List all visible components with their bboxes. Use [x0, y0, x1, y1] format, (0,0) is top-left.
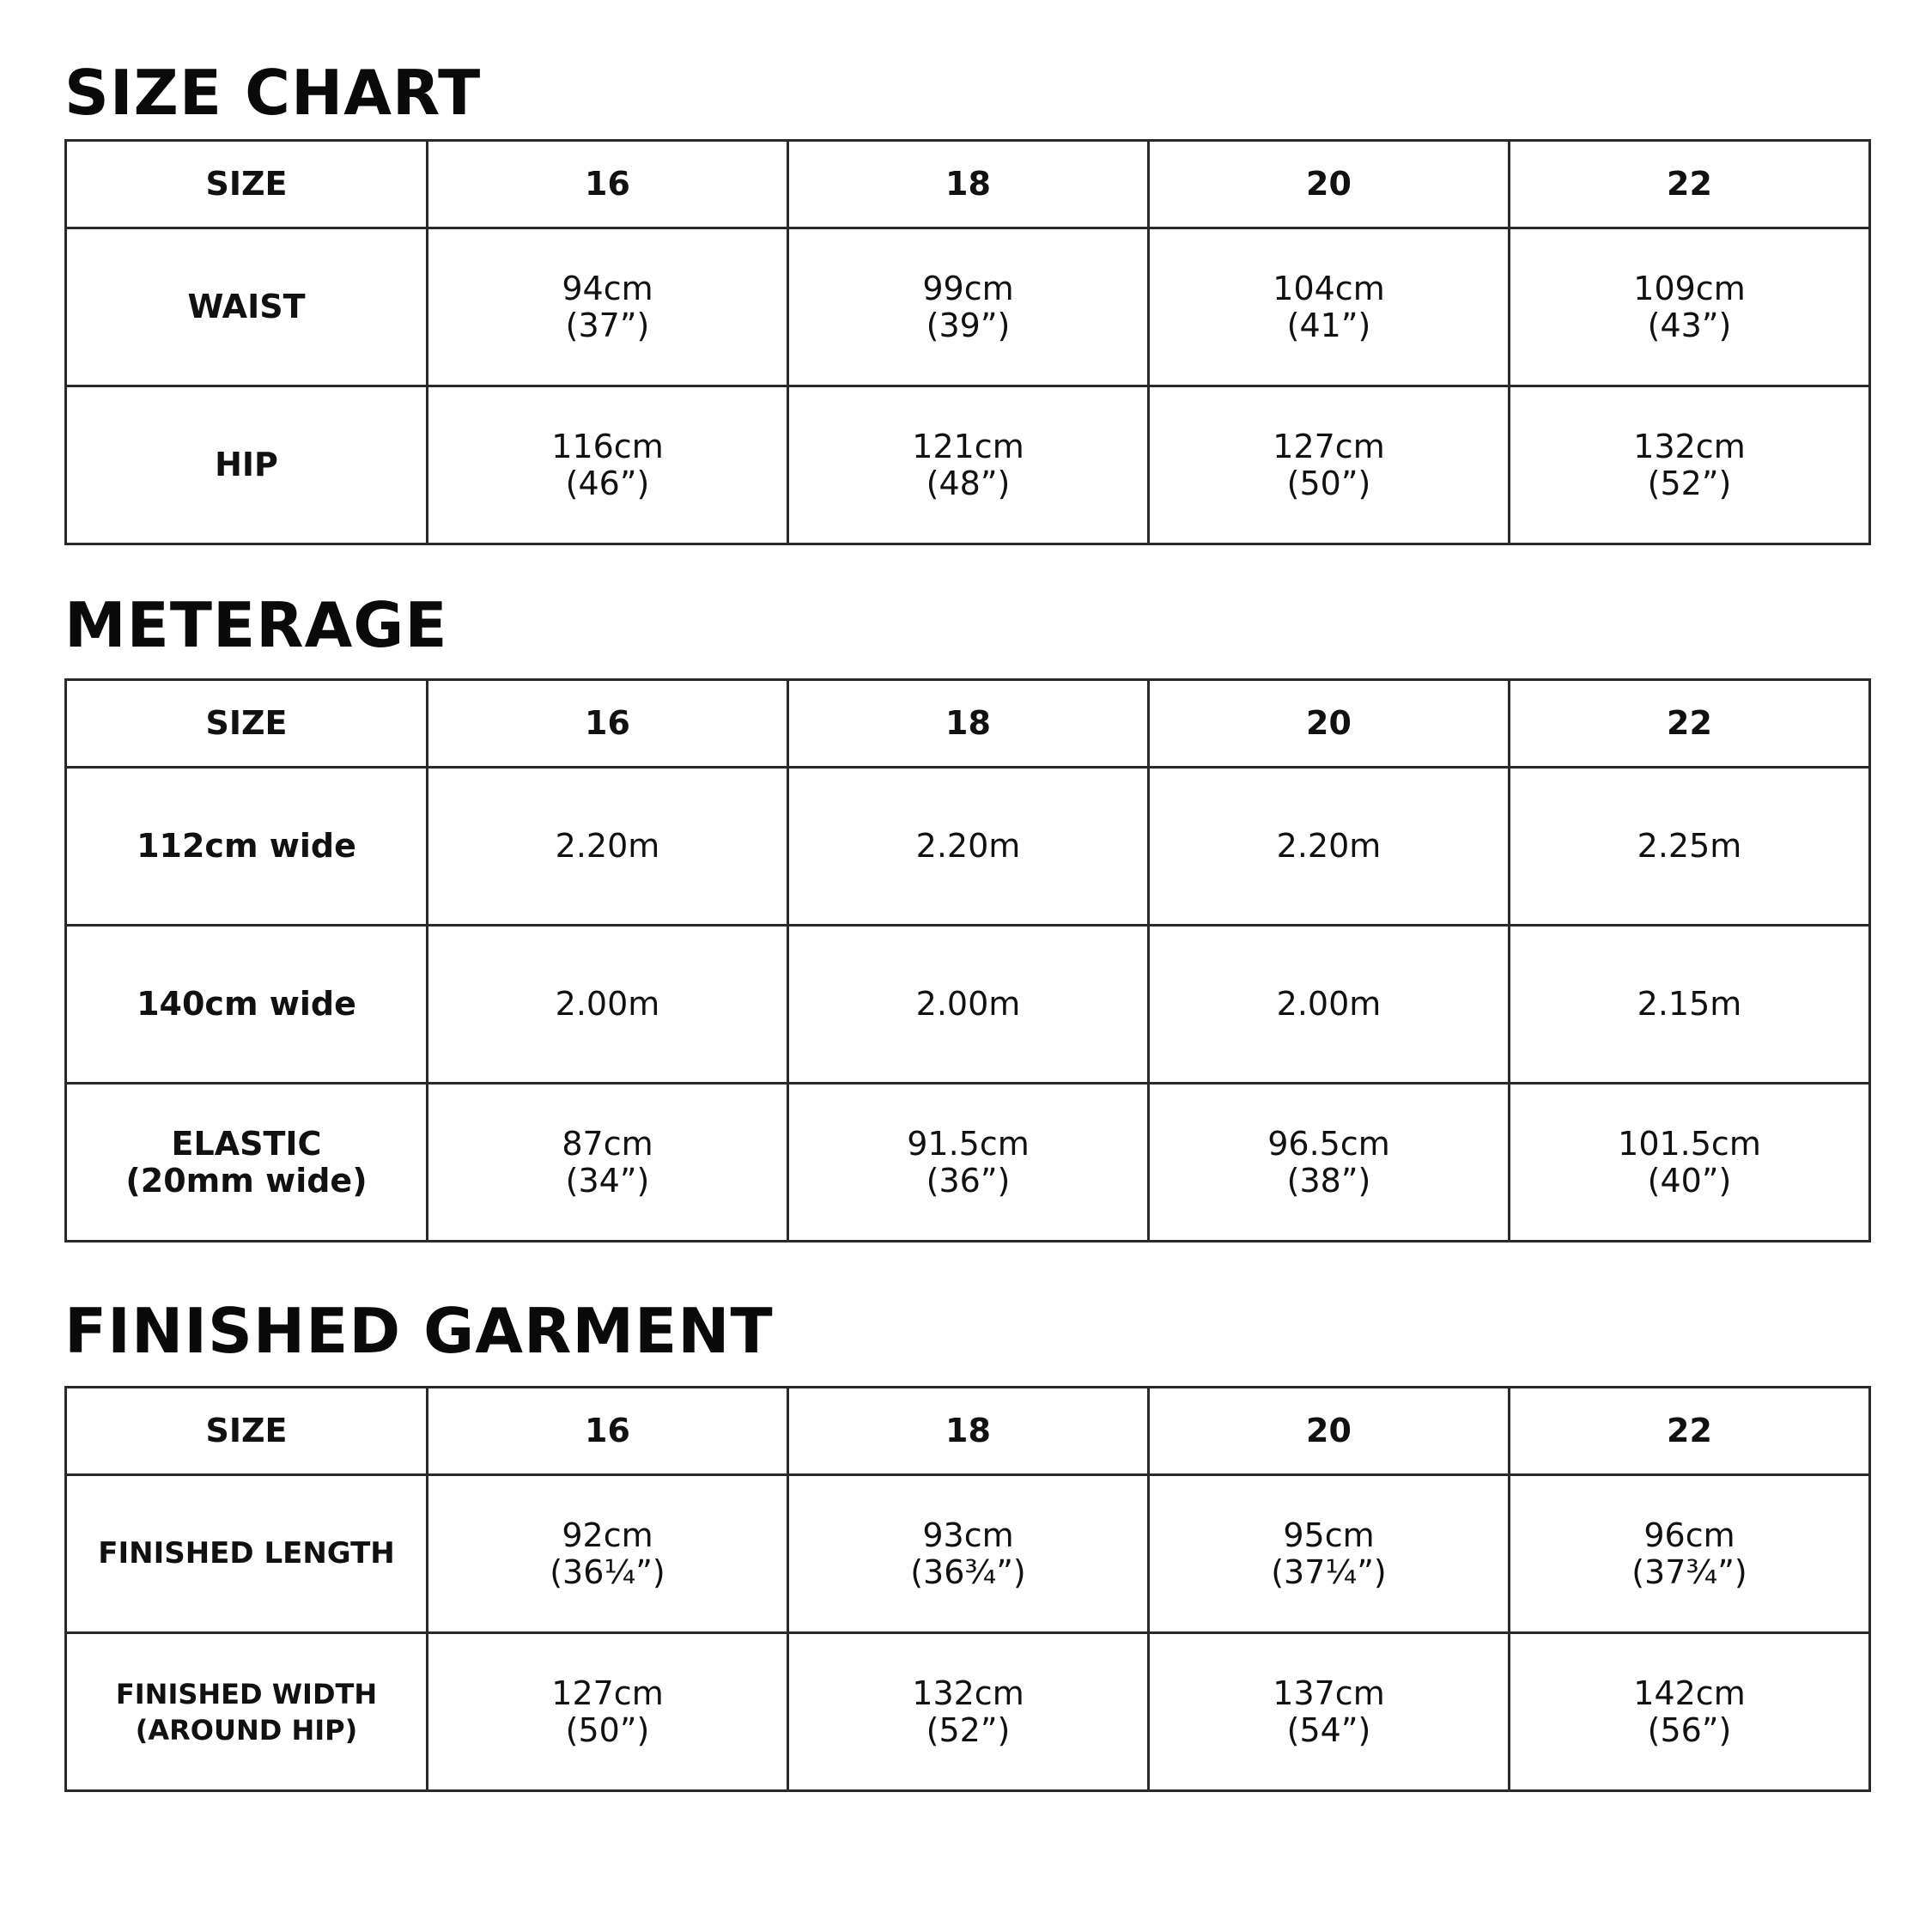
row-label: FINISHED LENGTH: [66, 1475, 428, 1633]
header-cell: 18: [788, 141, 1149, 228]
header-cell: 22: [1510, 680, 1870, 768]
header-cell: 20: [1149, 1388, 1510, 1475]
table-row-hip: [66, 386, 1870, 544]
row-label: FINISHED WIDTH (AROUND HIP): [66, 1633, 428, 1791]
table-cell: 109cm (43”): [1510, 228, 1870, 386]
table-cell: 91.5cm (36”): [788, 1084, 1149, 1242]
table-row-elastic: [66, 1084, 1870, 1242]
header-cell: SIZE: [66, 1388, 428, 1475]
header-cell: 20: [1149, 141, 1510, 228]
table-cell: 104cm (41”): [1149, 228, 1510, 386]
meterage-table: [64, 678, 1871, 1242]
table-cell: 142cm (56”): [1510, 1633, 1870, 1791]
table-cell: 121cm (48”): [788, 386, 1149, 544]
table-cell: 96.5cm (38”): [1149, 1084, 1510, 1242]
row-label: WAIST: [66, 228, 428, 386]
table-cell: 127cm (50”): [1149, 386, 1510, 544]
header-cell: 18: [788, 680, 1149, 768]
size-chart-table: [64, 139, 1871, 545]
table-cell: 93cm (36¾”): [788, 1475, 1149, 1633]
table-cell: 2.00m: [788, 926, 1149, 1084]
row-label: ELASTIC (20mm wide): [66, 1084, 428, 1242]
table-cell: 116cm (46”): [428, 386, 788, 544]
header-cell: SIZE: [66, 680, 428, 768]
header-cell: 18: [788, 1388, 1149, 1475]
table-cell: 2.00m: [428, 926, 788, 1084]
finished-garment-table: [64, 1386, 1871, 1792]
header-cell: 22: [1510, 1388, 1870, 1475]
table-cell: 101.5cm (40”): [1510, 1084, 1870, 1242]
table-cell: 127cm (50”): [428, 1633, 788, 1791]
table-cell: 132cm (52”): [788, 1633, 1149, 1791]
table-header-row: [66, 680, 1870, 768]
table-cell: 2.20m: [788, 768, 1149, 926]
table-cell: 132cm (52”): [1510, 386, 1870, 544]
row-label: HIP: [66, 386, 428, 544]
header-cell: 22: [1510, 141, 1870, 228]
row-label: 112cm wide: [66, 768, 428, 926]
table-cell: 92cm (36¼”): [428, 1475, 788, 1633]
row-label: 140cm wide: [66, 926, 428, 1084]
header-cell: 16: [428, 141, 788, 228]
table-cell: 2.00m: [1149, 926, 1510, 1084]
table-cell: 87cm (34”): [428, 1084, 788, 1242]
table-header-row: [66, 141, 1870, 228]
table-cell: 2.20m: [1149, 768, 1510, 926]
meterage-title: METERAGE: [64, 589, 448, 661]
table-cell: 2.15m: [1510, 926, 1870, 1084]
table-header-row: [66, 1388, 1870, 1475]
header-cell: 20: [1149, 680, 1510, 768]
finished-garment-title: FINISHED GARMENT: [64, 1295, 774, 1367]
table-cell: 137cm (54”): [1149, 1633, 1510, 1791]
table-row-waist: [66, 228, 1870, 386]
table-cell: 99cm (39”): [788, 228, 1149, 386]
table-row-112cm-wide: [66, 768, 1870, 926]
table-row-140cm-wide: [66, 926, 1870, 1084]
size-chart-title: SIZE CHART: [64, 57, 482, 129]
header-cell: 16: [428, 680, 788, 768]
header-cell: SIZE: [66, 141, 428, 228]
table-cell: 2.20m: [428, 768, 788, 926]
table-cell: 95cm (37¼”): [1149, 1475, 1510, 1633]
table-cell: 94cm (37”): [428, 228, 788, 386]
table-row-finished-width: [66, 1633, 1870, 1791]
header-cell: 16: [428, 1388, 788, 1475]
table-cell: 2.25m: [1510, 768, 1870, 926]
table-row-finished-length: [66, 1475, 1870, 1633]
table-cell: 96cm (37¾”): [1510, 1475, 1870, 1633]
